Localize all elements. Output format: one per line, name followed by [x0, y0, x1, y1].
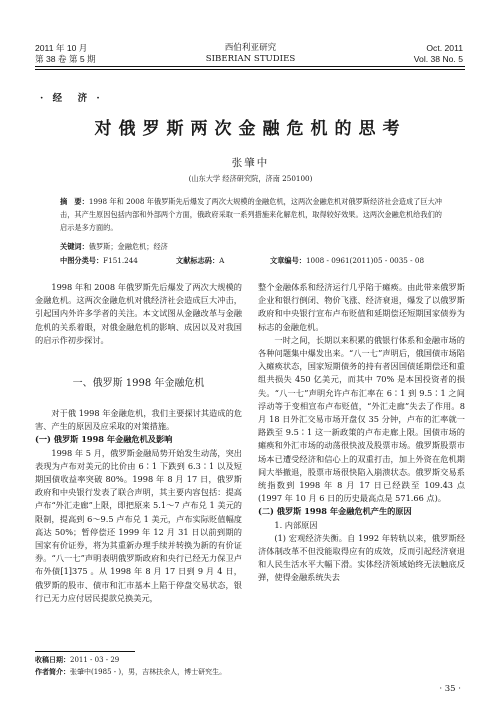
section-heading-1: 一、俄罗斯 1998 年金融危机 — [72, 378, 205, 390]
footnote — [35, 654, 226, 678]
abstract — [60, 195, 442, 235]
document-code — [176, 256, 224, 266]
author-affiliation: (山东大学 经济研究院，济南 250100) — [188, 174, 313, 183]
abstract-label: 摘 要： — [60, 197, 89, 206]
volume-issue-en: Vol. 38 No. 5 — [413, 54, 463, 64]
section-tag: · 经 济 · — [40, 93, 103, 104]
issue-date: 2011 年 10 月 — [35, 43, 88, 53]
article-number-value: 1008 - 0961(2011)05 - 0035 - 08 — [305, 256, 425, 265]
clc-label: 中图分类号： — [60, 256, 104, 265]
received-value: 2011 - 03 - 29 — [70, 656, 120, 664]
author-bio-label: 作者简介： — [35, 667, 70, 676]
running-header-right — [414, 43, 463, 65]
page-number: · 35 · — [439, 684, 461, 694]
clc-value: F151.244 — [103, 256, 138, 265]
volume-issue: 第 38 卷 第 5 期 — [35, 54, 96, 64]
body-paragraph: 一时之间，长期以来积累的俄银行体系和金融市场的各种问题集中爆发出来。“八一七”声明后，俄国债市场陷入瘫痪状态，国家短期债务的持有者因国债延期偿还和重组共损失 450 亿美元，而其中 70% 是本国投资者的损失。“八一七”声明允许卢布汇率在 6∶1 到 9.5∶1 之间浮动等于变相宣布卢布贬值，“外汇走廊”失去了作用。8 月 18 日外汇交易市场开盘仅 35 分钟，卢布的汇率就一路跌至 9.5∶1 这一新政策的卢布走廊上限。国债市场的瘫痪和外汇市场的动荡很快波及股票市场。俄罗斯股票市场本已遭受经济和信心上的双重打击，加上外资在危机期间大举撤退，股票市场很快陷入崩溃状态。俄罗斯交易系统指数到 1998 年 8 月 17 日已经跌至 109.43 点(1997 年 10 月 6 日的历史最高点是 571.66 点)。 — [258, 334, 465, 504]
doc-code-label: 文献标志码： — [176, 256, 220, 265]
subsection-heading: (一) 俄罗斯 1998 年金融危机及影响 — [35, 434, 173, 445]
issue-date-en: Oct. 2011 — [426, 43, 463, 53]
abstract-text: 1998 年和 2008 年俄罗斯先后爆发了两次大规模的金融危机，这两次金融危机对俄罗斯经济社会造成了巨大冲击，其产生原因包括内部和外部两个方面，俄政府采取一系列措施来化解危机，取得较好效果。这两次金融危机给我们的启示是多方面的。 — [60, 197, 442, 233]
article-number-label: 文章编号： — [270, 256, 306, 265]
journal-name-en: SIBERIAN STUDIES — [205, 54, 296, 64]
received-date — [35, 654, 226, 666]
clc-number — [60, 256, 138, 266]
intro-paragraph: 1998 年和 2008 年俄罗斯先后爆发了两次大规模的金融危机。这两次金融危机对俄经济社会造成巨大冲击，引起国内外许多学者的关注。本文试图从金融改革与金融危机的关系着眼，对俄金融危机的影响、成因以及对我国的启示作初步探讨。 — [35, 282, 242, 345]
body-paragraph: 对于俄 1998 年金融危机，我们主要探讨其造成的危害、产生的原因及应采取的对策措施。 — [35, 408, 242, 432]
author-bio — [35, 666, 226, 678]
body-paragraph: 整个金融体系和经济运行几乎陷于瘫痪。由此带来俄罗斯企业和银行倒闭、物价飞涨、经济衰退，爆发了以俄罗斯政府和中央银行宣布卢布贬值和延期偿还短期国家债券为标志的金融危机。 — [258, 282, 465, 332]
author-name: 张肇中 — [231, 157, 270, 169]
left-column — [35, 281, 242, 605]
keywords — [60, 242, 168, 252]
footnote-rule — [35, 651, 135, 652]
subsection-heading-minor: 1. 内部原因 — [274, 519, 318, 530]
doc-code-value: A — [219, 256, 225, 265]
subsection-heading: (二) 俄罗斯 1998 年金融危机产生的原因 — [258, 506, 412, 517]
keywords-text: 俄罗斯；金融危机；经济 — [88, 242, 168, 251]
article-title: 对俄罗斯两次金融危机的思考 — [94, 119, 407, 139]
header-rule-thin — [35, 69, 465, 70]
article-number — [270, 256, 424, 266]
body-paragraph: 1998 年 5 月，俄罗斯金融局势开始发生动荡，突出表现为卢布对美元的比价由 6∶1 下跌到 6.3∶1 以及短期国债收益率突破 80%。1998 年 8 月 17 日，俄罗斯政府和中央银行发表了联合声明，其主要内容包括：提高卢布“外汇走廊”上限，即把原来 5.1～7 卢布兑 1 美元的限制，提高到 6～9.5 卢布兑 1 美元，卢布实际贬值幅度高达 50%；暂停偿还 1999 年 12 月 31 日以前到期的国家有价证券，将为其重新办理手续并转换为新的有价证券。“八一七”声明表明俄罗斯政府和央行已经无力保卫卢布外债[1]375 。从 1998 年 8 月 17 日到 9 月 4 日，俄罗斯的股市、债市和汇市基本上陷于停盘交易状态，银行已无力应付居民提款兑换美元， — [35, 447, 242, 603]
keywords-label: 关键词： — [60, 242, 89, 251]
received-label: 收稿日期： — [35, 655, 70, 664]
author-bio-text: 张肇中(1985 - )，男，吉林扶余人，博士研究生。 — [70, 668, 227, 676]
right-column — [258, 281, 465, 585]
journal-name-cn: 西伯利亚研究 — [224, 43, 277, 53]
body-paragraph: (1) 宏观经济失衡。自 1992 年转轨以来，俄罗斯经济体制改革不但没能取得应有的成效，反而引起经济衰退和人民生活水平大幅下滑。实体经济领域始终无法触底反弹，使得金融系统失去 — [258, 532, 465, 583]
header-rule-thick — [35, 66, 465, 67]
